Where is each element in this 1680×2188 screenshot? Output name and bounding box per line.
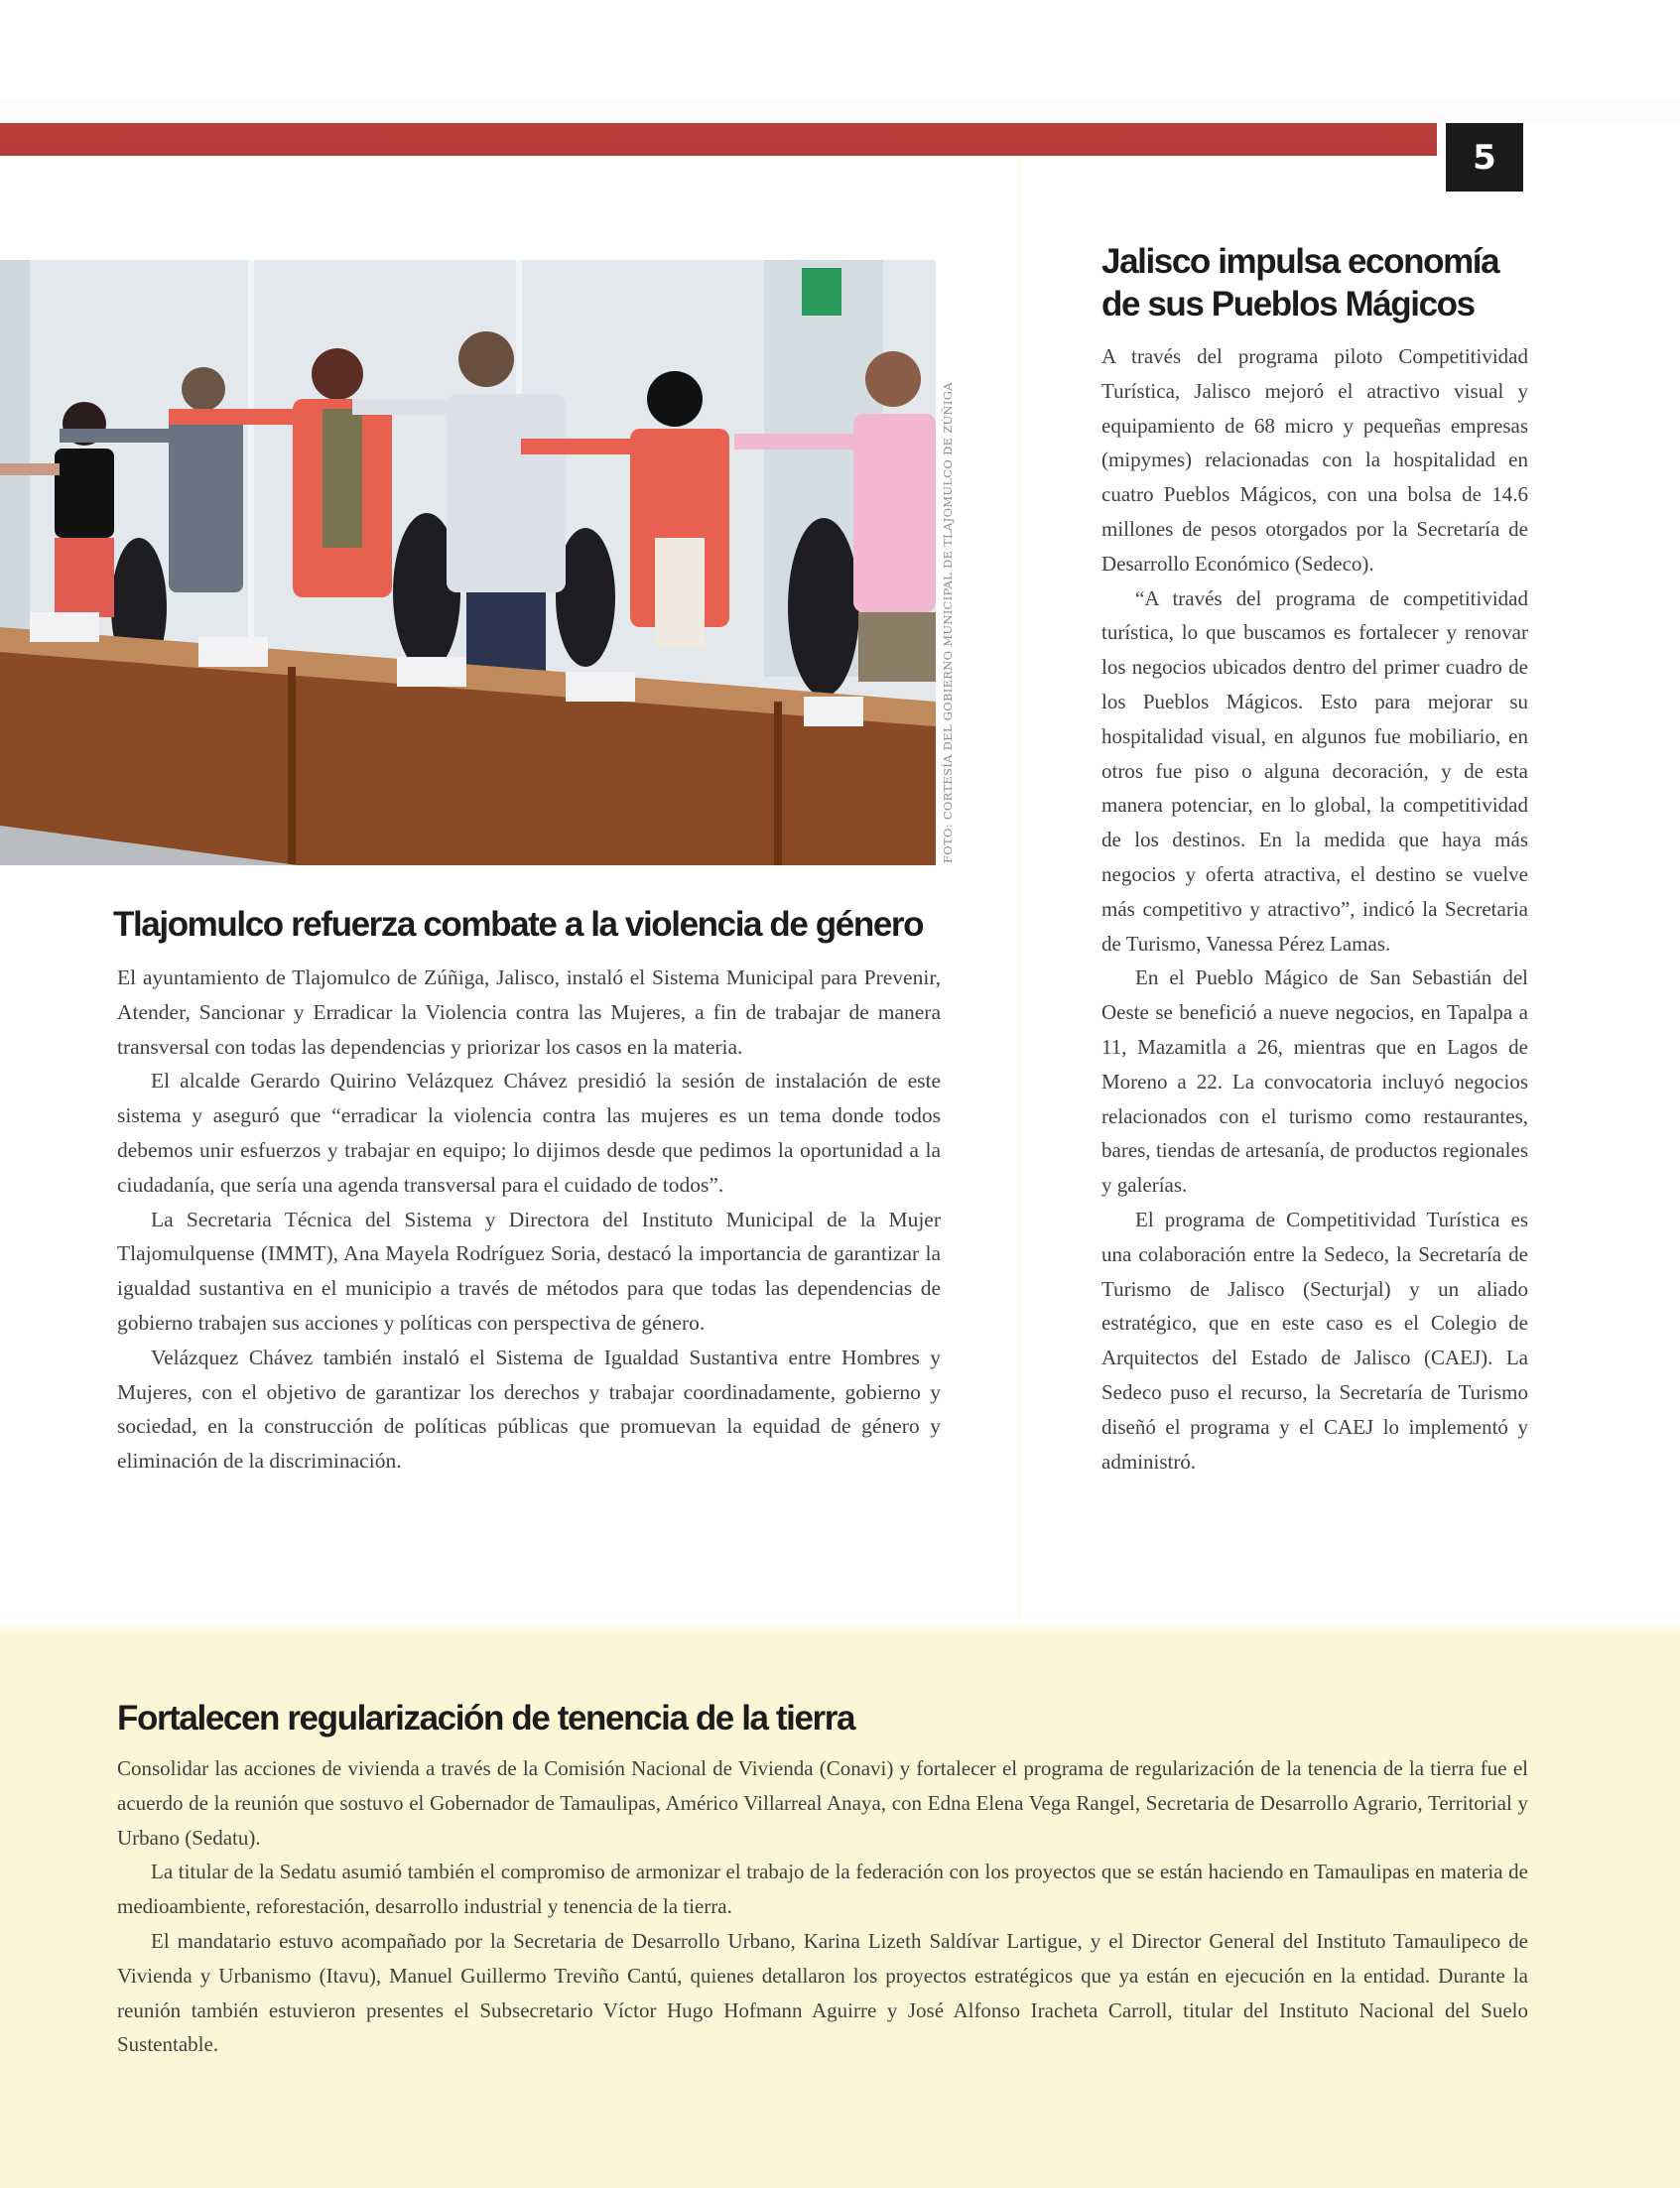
paragraph: La titular de la Sedatu asumió también el compromiso de armonizar el trabajo de la federación con los proyectos que se están haciendo en Tamaulipas en materia de medioambiente, reforestación, desarrollo industrial y tenencia de la tierra.	[117, 1860, 1528, 1919]
paragraph: La Secretaria Técnica del Sistema y Directora del Instituto Municipal de la Mujer Tlajomulquense (IMMT), Ana Mayela Rodríguez Soria, destacó la importancia de garantizar la igualdad sustantiva en el municipio a través de métodos para que todas las dependencias de gobierno trabajen sus acciones y políticas con perspectiva de género.	[117, 1207, 941, 1335]
exit-sign	[802, 268, 841, 316]
page-number: 5	[1473, 137, 1496, 178]
headline-tlajomulco: Tlajomulco refuerza combate a la violencia de género	[113, 905, 924, 944]
paragraph: El alcalde Gerardo Quirino Velázquez Chávez presidió la sesión de instalación de este sistema y aseguró que “erradicar la violencia contra las mujeres es un tema donde todos debemos unir esfuerzos y trabajar en equipo; lo dijimos desde que pedimos la oportunidad a la ciudadanía, que sería una agenda transversal para el cuidado de todos”.	[117, 1069, 941, 1197]
article-body-fortalecen	[117, 1751, 1528, 2062]
section-fade	[0, 1617, 1680, 1639]
header-strip	[0, 99, 1680, 123]
paragraph: El ayuntamiento de Tlajomulco de Zúñiga, Jalisco, instaló el Sistema Municipal para Prevenir, Atender, Sancionar y Erradicar la Violencia contra las Mujeres, a fin de trabajar de manera transversal con todas las dependencias y priorizar los casos en la materia.	[117, 965, 941, 1059]
header-accent-bar	[0, 123, 1437, 156]
paragraph: Consolidar las acciones de vivienda a través de la Comisión Nacional de Vivienda (Conavi) y fortalecer el programa de regularización de la tenencia de la tierra fue el acuerdo de la reunión que sostuvo el Gobernador de Tamaulipas, Américo Villarreal Anaya, con Edna Elena Vega Rangel, Secretaria de Desarrollo Agrario, Territorial y Urbano (Sedatu).	[117, 1756, 1528, 1850]
paragraph: El programa de Competitividad Turística es una colaboración entre la Sedeco, la Secretaría de Turismo de Jalisco (Secturjal) y un aliado estratégico, que en este caso es el Colegio de Arquitectos del Estado de Jalisco (CAEJ). La Sedeco puso el recurso, la Secretaría de Turismo diseñó el programa y el CAEJ lo implementó y administró.	[1101, 1207, 1528, 1474]
article-body-jalisco	[1101, 339, 1528, 1479]
article-photo	[0, 260, 936, 865]
headline-jalisco: Jalisco impulsa economía de sus Pueblos Mágicos	[1101, 242, 1499, 323]
article-body-tlajomulco	[117, 961, 941, 1479]
paragraph: El mandatario estuvo acompañado por la Secretaria de Desarrollo Urbano, Karina Lizeth Saldívar Lartigue, y el Director General del Instituto Tamaulipeco de Vivienda y Urbanismo (Itavu), Manuel Guillermo Treviño Cantú, quienes detallaron los proyectos estratégicos que ya están en ejecución en la entidad. Durante la reunión también estuvieron presentes el Subsecretario Víctor Hugo Hofmann Aguirre y José Alfonso Iracheta Carroll, titular del Instituto Nacional del Suelo Sustentable.	[117, 1928, 1528, 2057]
paragraph: En el Pueblo Mágico de San Sebastián del Oeste se benefició a nueve negocios, en Tapalpa a 11, Mazamitla a 26, mientras que en Lagos de Moreno a 22. La convocatoria incluyó negocios relacionados con el turismo como restaurantes, bares, tiendas de artesanía, de productos regionales y galerías.	[1101, 965, 1528, 1198]
column-divider	[1017, 159, 1023, 1637]
paragraph: “A través del programa de competitividad turística, lo que buscamos es fortalecer y renovar los negocios ubicados dentro del primer cuadro de los Pueblos Mágicos. Esto para mejorar su hospitalidad visual, en algunos fue mobiliario, en otros fue piso o alguna decoración, y de esta manera potenciar, en lo global, la competitividad de los destinos. En la medida que haya más negocios y oferta atractiva, el destino se vuelve más competitivo y atractivo”, indicó la Secretaria de Turismo, Vanessa Pérez Lamas.	[1101, 585, 1528, 956]
page-number-box	[1446, 123, 1523, 192]
photo-credit: FOTO: CORTESÍA DEL GOBIERNO MUNICIPAL DE TLAJOMULCO DE ZÚÑIGA	[941, 382, 955, 863]
paragraph: A través del programa piloto Competitividad Turística, Jalisco mejoró el atractivo visual y equipamiento de 68 micro y pequeñas empresas (mipymes) relacionadas con la hospitalidad en cuatro Pueblos Mágicos, con una bolsa de 14.6 millones de pesos otorgados por la Secretaría de Desarrollo Económico (Sedeco).	[1101, 344, 1528, 576]
headline-fortalecen: Fortalecen regularización de tenencia de la tierra	[117, 1699, 855, 1738]
photo-illustration	[0, 260, 936, 865]
paragraph: Velázquez Chávez también instaló el Sistema de Igualdad Sustantiva entre Hombres y Mujeres, con el objetivo de garantizar los derechos y trabajar coordinadamente, gobierno y sociedad, en la construcción de políticas públicas que promuevan la equidad de género y eliminación de la discriminación.	[117, 1345, 941, 1474]
